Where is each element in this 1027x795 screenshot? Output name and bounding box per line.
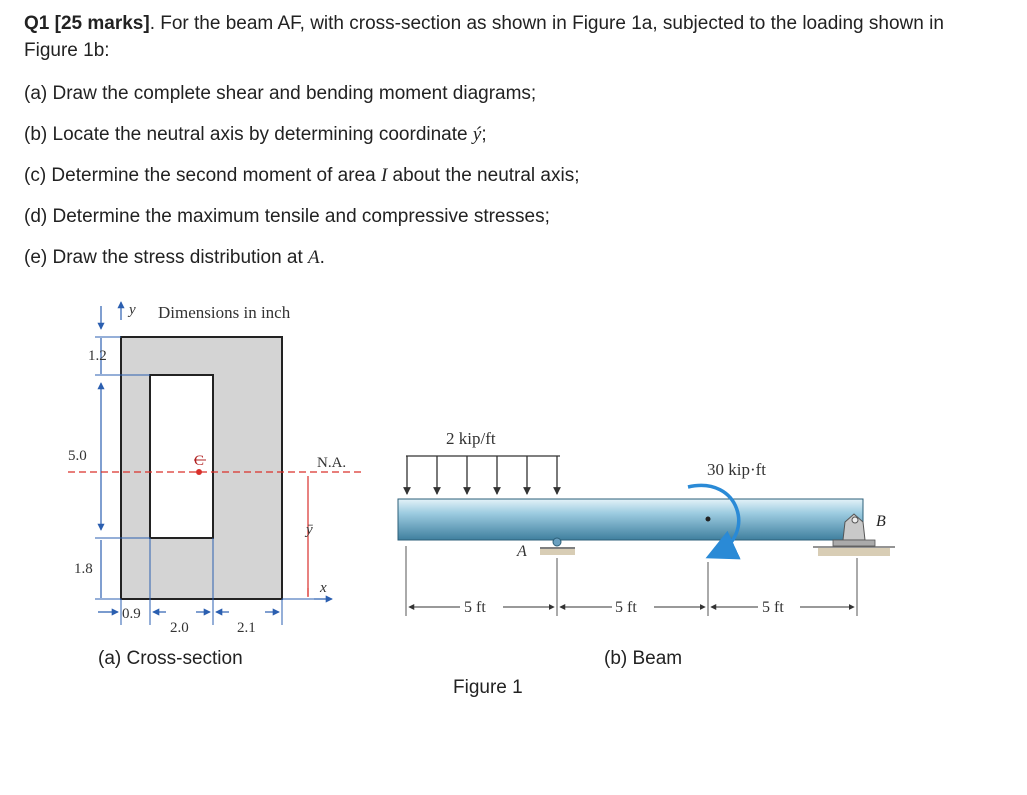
centroid-label: C bbox=[194, 453, 205, 469]
neutral-axis-label: N.A. bbox=[317, 455, 347, 471]
point-a-symbol: A bbox=[308, 247, 320, 268]
beam-caption: (b) Beam bbox=[604, 648, 683, 669]
ybar-dimension bbox=[282, 476, 332, 599]
span-2-label: 5 ft bbox=[615, 599, 637, 616]
cross-section-caption: (a) Cross-section bbox=[98, 648, 243, 669]
distributed-load bbox=[406, 429, 560, 494]
dimensions-note: Dimensions in inch bbox=[158, 303, 291, 322]
beam-body bbox=[398, 499, 863, 540]
dim-bottom-label: 1.8 bbox=[74, 561, 93, 577]
dim-right-wall-label: 2.1 bbox=[237, 620, 256, 636]
support-a bbox=[516, 538, 575, 560]
span-1-label: 5 ft bbox=[464, 599, 486, 616]
centroid-dot bbox=[196, 469, 202, 475]
question-intro: . For the beam AF, with cross-section as shown in Figure 1a, subjected to the loading shown in Figure 1b: bbox=[24, 13, 944, 61]
dim-left-wall-label: 0.9 bbox=[122, 606, 141, 622]
support-a-label: A bbox=[517, 543, 527, 560]
cross-section-figure bbox=[68, 302, 364, 669]
beam-figure bbox=[398, 429, 895, 669]
y-axis-label: y bbox=[129, 302, 136, 318]
y-axis bbox=[121, 302, 136, 320]
figure-caption: Figure 1 bbox=[453, 677, 523, 698]
x-axis-label: x bbox=[320, 580, 327, 596]
part-b: (b) Locate the neutral axis by determining coordinate ý; bbox=[24, 124, 487, 145]
span-dimensions bbox=[406, 546, 857, 616]
moment-of-inertia-symbol: I bbox=[380, 165, 388, 186]
part-a: (a) Draw the complete shear and bending moment diagrams; bbox=[24, 83, 537, 104]
ybar-label: ȳ bbox=[306, 522, 313, 538]
distributed-load-label: 2 kip/ft bbox=[446, 429, 496, 448]
moment-label: 30 kip·ft bbox=[707, 460, 767, 479]
dim-top-label: 1.2 bbox=[88, 348, 107, 364]
part-c: (c) Determine the second moment of area I about the neutral axis; bbox=[24, 165, 580, 186]
span-3-label: 5 ft bbox=[762, 599, 784, 616]
ybar-symbol: ý bbox=[472, 124, 482, 145]
part-e: (e) Draw the stress distribution at A. bbox=[24, 247, 325, 268]
part-d: (d) Determine the maximum tensile and compressive stresses; bbox=[24, 206, 550, 227]
support-b-label: B bbox=[876, 513, 886, 530]
dim-height-label: 5.0 bbox=[68, 448, 87, 464]
question-number: Q1 [25 marks] bbox=[24, 13, 150, 34]
dim-hole-width-label: 2.0 bbox=[170, 620, 189, 636]
